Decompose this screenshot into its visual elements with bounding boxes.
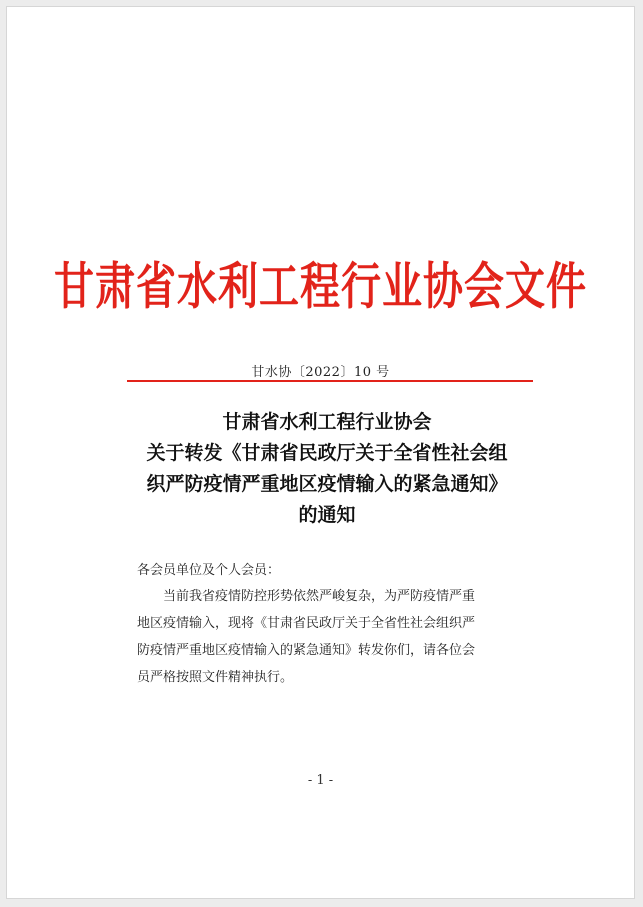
masthead-title: 甘肃省水利工程行业协会文件	[54, 258, 587, 316]
body-line: 防疫情严重地区疫情输入的紧急通知》转发你们，请各位会	[137, 643, 476, 658]
body-line: 地区疫情输入，现将《甘肃省民政厅关于全省性社会组织严	[137, 616, 476, 631]
title-line: 的通知	[298, 504, 356, 526]
body-line: 员严格按照文件精神执行。	[137, 670, 294, 685]
title-line: 织严防疫情严重地区疫情输入的紧急通知》	[146, 473, 508, 495]
document-page	[6, 6, 635, 899]
body-line: 当前我省疫情防控形势依然严峻复杂，为严防疫情严重	[137, 589, 476, 604]
notice-title	[117, 407, 537, 531]
salutation: 各会员单位及个人会员：	[137, 563, 281, 578]
body-paragraph	[137, 583, 533, 691]
page-number: - 1 -	[307, 773, 334, 788]
red-divider-line	[127, 380, 533, 382]
document-number: 甘水协〔2022〕10 号	[251, 365, 390, 380]
title-line: 关于转发《甘肃省民政厅关于全省性社会组	[146, 442, 508, 464]
title-line: 甘肃省水利工程行业协会	[222, 411, 432, 433]
